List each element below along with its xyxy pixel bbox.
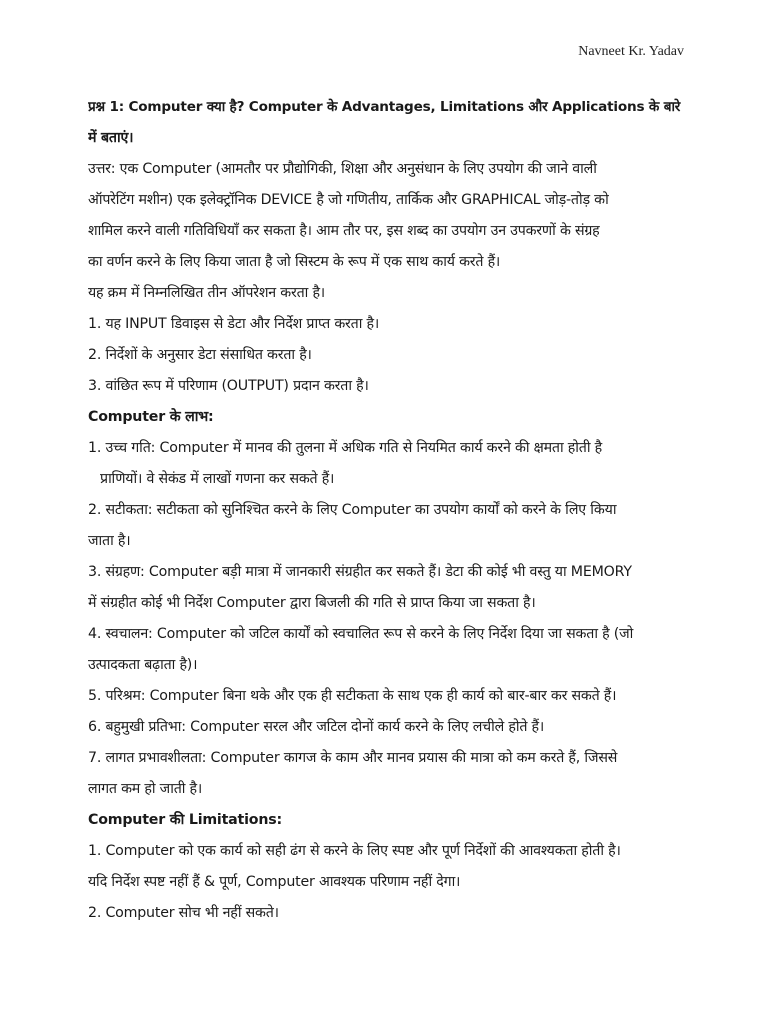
advantage-4-line-1: 4. स्वचालन: Computer को जटिल कार्यों को स्वचालित रूप से करने के लिए निर्देश दिया जा सकता है (जो: [88, 626, 634, 642]
limitation-1-line-1: 1. Computer को एक कार्य को सही ढंग से करने के लिए स्पष्ट और पूर्ण निर्देशों की आवश्यकता होती है।: [88, 843, 621, 859]
question-line-2: में बताएं।: [88, 130, 134, 146]
advantage-7-line-1: 7. लागत प्रभावशीलता: Computer कागज के काम और मानव प्रयास की मात्रा को कम करते हैं, जिससे: [88, 750, 618, 766]
answer-line-1: उत्तर: एक Computer (आमतौर पर प्रौद्योगिकी, शिक्षा और अनुसंधान के लिए उपयोग की जाने वाली: [88, 161, 597, 177]
limitation-1-line-2: यदि निर्देश स्पष्ट नहीं हैं & पूर्ण, Computer आवश्यक परिणाम नहीं देगा।: [88, 874, 461, 890]
advantage-4-line-2: उत्पादकता बढ़ाता है)।: [88, 657, 198, 673]
advantages-heading: Computer के लाभ:: [88, 409, 214, 425]
operation-2: 2. निर्देशों के अनुसार डेटा संसाधित करता है।: [88, 347, 312, 363]
advantage-5: 5. परिश्रम: Computer बिना थके और एक ही सटीकता के साथ एक ही कार्य को बार-बार कर सकते हैं।: [88, 688, 617, 704]
advantage-6: 6. बहुमुखी प्रतिभा: Computer सरल और जटिल दोनों कार्य करने के लिए लचीले होते हैं।: [88, 719, 545, 735]
advantage-2-line-2: जाता है।: [88, 533, 131, 549]
advantage-2-line-1: 2. सटीकता: सटीकता को सुनिश्चित करने के लिए Computer का उपयोग कार्यों को करने के लिए किया: [88, 502, 617, 518]
advantage-3-line-1: 3. संग्रहण: Computer बड़ी मात्रा में जानकारी संग्रहीत कर सकते हैं। डेटा की कोई भी वस्तु या MEMORY: [88, 564, 632, 580]
answer-line-4: का वर्णन करने के लिए किया जाता है जो सिस्टम के रूप में एक साथ कार्य करते हैं।: [88, 254, 501, 270]
question-line-1: प्रश्न 1: Computer क्या है? Computer के Advantages, Limitations और Applications के बारे: [88, 99, 681, 115]
operation-3: 3. वांछित रूप में परिणाम (OUTPUT) प्रदान करता है।: [88, 378, 369, 394]
author-name: Navneet Kr. Yadav: [578, 44, 684, 59]
answer-line-3: शामिल करने वाली गतिविधियाँ कर सकता है। आम तौर पर, इस शब्द का उपयोग उन उपकरणों के संग्रह: [88, 223, 600, 239]
advantage-1-line-2: प्राणियों। वे सेकंड में लाखों गणना कर सकते हैं।: [100, 471, 335, 487]
advantage-3-line-2: में संग्रहीत कोई भी निर्देश Computer द्वारा बिजली की गति से प्राप्त किया जा सकता है।: [88, 595, 536, 611]
limitation-2: 2. Computer सोच भी नहीं सकते।: [88, 905, 279, 921]
limitations-heading: Computer की Limitations:: [88, 812, 282, 828]
answer-line-5: यह क्रम में निम्नलिखित तीन ऑपरेशन करता है।: [88, 285, 325, 301]
operation-1: 1. यह INPUT डिवाइस से डेटा और निर्देश प्राप्त करता है।: [88, 316, 380, 332]
advantage-1-line-1: 1. उच्च गति: Computer में मानव की तुलना में अधिक गति से नियमित कार्य करने की क्षमता होती है: [88, 440, 602, 456]
advantage-7-line-2: लागत कम हो जाती है।: [88, 781, 203, 797]
document-body: [88, 92, 682, 929]
answer-line-2: ऑपरेटिंग मशीन) एक इलेक्ट्रॉनिक DEVICE है जो गणितीय, तार्किक और GRAPHICAL जोड़-तोड़ को: [88, 192, 609, 208]
